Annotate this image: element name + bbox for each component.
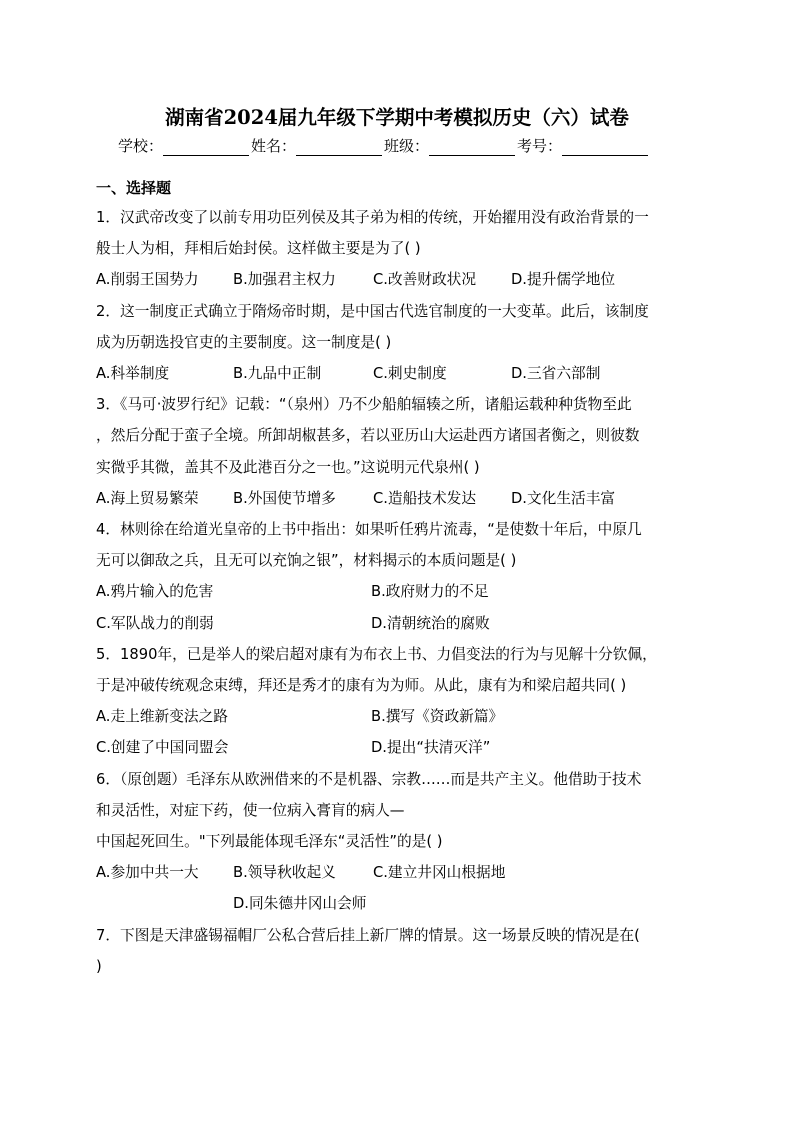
- student-info-fields: [118, 135, 650, 156]
- section-heading: 一、选择题: [96, 179, 172, 197]
- class-blank[interactable]: [429, 138, 515, 156]
- question-7: [96, 920, 706, 982]
- option-b: B.外国使节增多: [233, 489, 336, 507]
- option-b: B.撰写《资政新篇》: [371, 708, 504, 726]
- question-text: 于是冲破传统观念束缚，拜还是秀才的康有为为师。从此，康有为和梁启超共同( ): [96, 676, 627, 694]
- question-text: 实微乎其微，盖其不及此港百分之一也。”这说明元代泉州( ): [96, 458, 480, 476]
- option-b: B.加强君主权力: [233, 271, 336, 289]
- question-text: 和灵活性，对症下药，使一位病入膏肓的病人—: [96, 801, 405, 819]
- question-text: 无可以御敌之兵，且无可以充饷之银”，材料揭示的本质问题是( ): [96, 552, 517, 570]
- question-text: 7．下图是天津盛锡福帽厂公私合营后挂上新厂牌的情景。这一场景反映的情况是在(: [96, 926, 640, 944]
- question-2: [96, 296, 706, 390]
- question-5: [96, 639, 706, 764]
- option-b: B.领导秋收起义: [233, 864, 336, 882]
- question-1: [96, 202, 706, 296]
- question-list: [96, 175, 706, 982]
- option-b: B.政府财力的不足: [371, 583, 489, 601]
- class-label: 班级：: [384, 137, 430, 155]
- class-field[interactable]: [384, 135, 517, 156]
- option-c: C.军队战力的削弱: [96, 614, 214, 632]
- option-c: C.刺史制度: [373, 365, 447, 382]
- option-a: A.削弱王国势力: [96, 271, 199, 289]
- option-d: D.清朝统治的腐败: [371, 614, 490, 632]
- option-d: D.提出“扶清灭洋”: [371, 739, 491, 757]
- name-label: 姓名：: [251, 137, 297, 155]
- page-title: 湖南省2024届九年级下学期中考模拟历史（六）试卷: [165, 106, 629, 129]
- name-blank[interactable]: [296, 138, 382, 156]
- exam-number-blank[interactable]: [562, 138, 648, 156]
- school-blank[interactable]: [163, 138, 249, 156]
- exam-number-label: 考号：: [517, 137, 563, 155]
- question-text: 成为历朝选投官吏的主要制度。这一制度是( ): [96, 333, 392, 351]
- question-text: 5．1890年，已是举人的梁启超对康有为布衣上书、力倡变法的行为与见解十分钦佩，: [96, 645, 657, 663]
- question-text: 般士人为相，拜相后始封侯。这样做主要是为了( ): [96, 240, 421, 258]
- school-label: 学校：: [118, 137, 164, 155]
- option-a: A.科举制度: [96, 365, 170, 382]
- question-text: 1．汉武帝改变了以前专用功臣列侯及其子弟为相的传统，开始擢用没有政治背景的一: [96, 209, 649, 226]
- option-d: D.提升儒学地位: [511, 271, 616, 289]
- question-text: 中国起死回生。"下列最能体现毛泽东“灵活性”的是( ): [96, 832, 443, 850]
- option-d: D.三省六部制: [511, 365, 601, 382]
- question-text: ，然后分配于蛮子全境。所卸胡椒甚多，若以亚历山大运赴西方诸国者衡之，则彼数: [96, 427, 640, 445]
- question-text: ): [96, 957, 102, 975]
- question-text: 6．（原创题）毛泽东从欧洲借来的不是机器、宗教……而是共产主义。他借助于技术: [96, 770, 642, 788]
- option-c: C.创建了中国同盟会: [96, 739, 229, 757]
- question-text: 2．这一制度正式确立于隋炀帝时期，是中国古代选官制度的一大变革。此后，该制度: [96, 302, 649, 320]
- name-field[interactable]: [251, 135, 384, 156]
- question-4: [96, 514, 706, 639]
- option-c: C.造船技术发达: [373, 489, 477, 507]
- option-a: A.鸦片输入的危害: [96, 583, 214, 601]
- question-3: [96, 389, 706, 514]
- option-b: B.九品中正制: [233, 365, 322, 382]
- option-d: D.文化生活丰富: [511, 489, 616, 507]
- option-c: C.建立井冈山根据地: [373, 864, 506, 882]
- question-text: 3．《马可·波罗行纪》记载：“（泉州）乃不少船舶辐辏之所，诸船运载种种货物至此: [96, 396, 632, 414]
- exam-number-field[interactable]: [517, 135, 650, 156]
- school-field[interactable]: [118, 135, 251, 156]
- question-6: [96, 764, 706, 920]
- option-c: C.改善财政状况: [373, 271, 477, 289]
- option-d: D.同朱德井冈山会师: [233, 895, 367, 913]
- option-a: A.海上贸易繁荣: [96, 489, 199, 507]
- option-a: A.参加中共一大: [96, 864, 199, 882]
- option-a: A.走上维新变法之路: [96, 708, 228, 726]
- question-text: 4．林则徐在给道光皇帝的上书中指出：如果听任鸦片流毒，“是使数十年后，中原几: [96, 520, 642, 538]
